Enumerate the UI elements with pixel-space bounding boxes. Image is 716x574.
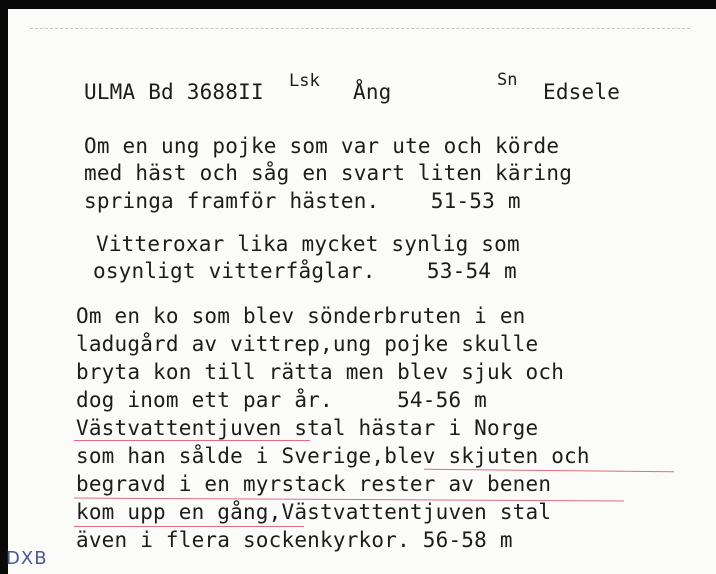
header-socken: Edsele xyxy=(543,80,621,104)
header-sn-label: Sn xyxy=(497,70,518,90)
scan-border-left xyxy=(0,0,8,574)
entry-3-line-7: begravd i en myrstack rester av benen xyxy=(76,472,552,496)
header-landskap: Ång xyxy=(353,80,392,104)
underline-vastvattentjuven xyxy=(74,440,310,441)
entry-3-line-9: även i flera sockenkyrkor. 56-58 m xyxy=(76,528,513,552)
entry-3-line-5: Västvattentjuven stal hästar i Norge xyxy=(76,416,539,440)
entry-3-line-2: ladugård av vittrep,ung pojke skulle xyxy=(76,332,539,356)
entry-3-line-3: bryta kon till rätta men blev sjuk och xyxy=(76,360,565,384)
entry-1-line-2: med häst och såg en svart liten käring xyxy=(84,161,573,185)
header-archive: ULMA Bd 3688II xyxy=(84,80,264,104)
entry-2-line-2: osynligt vitterfåglar. 53-54 m xyxy=(93,259,517,283)
entry-2-line-1: Vitteroxar lika mycket synlig som xyxy=(96,232,520,256)
card-top-rule xyxy=(30,28,690,29)
entry-1-line-1: Om en ung pojke som var ute och körde xyxy=(84,134,560,158)
entry-3-line-8: kom upp en gång,Västvattentjuven stal xyxy=(76,500,552,524)
underline-kom-upp xyxy=(74,526,304,527)
archive-stamp: DXB xyxy=(6,548,48,569)
scan-border-top xyxy=(0,0,716,9)
entry-3-line-4: dog inom ett par år. 54-56 m xyxy=(76,388,487,412)
entry-3-line-1: Om en ko som blev sönderbruten i en xyxy=(76,304,526,328)
header-lsk-label: Lsk xyxy=(289,71,320,91)
entry-3-line-6: som han sålde i Sverige,blev skjuten och xyxy=(76,444,590,468)
entry-1-line-3: springa framför hästen. 51-53 m xyxy=(84,189,521,213)
